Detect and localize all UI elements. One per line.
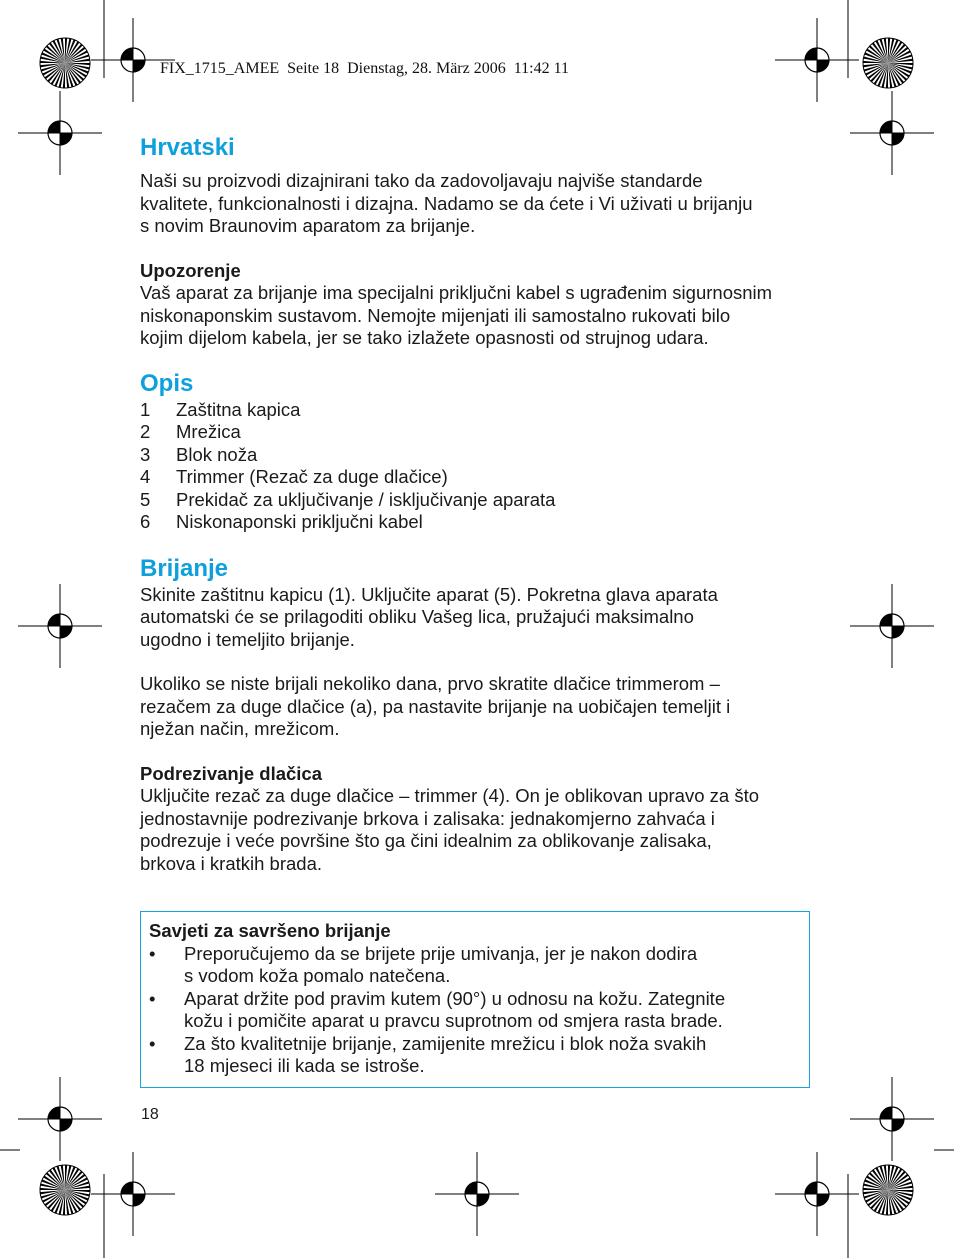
shaving-para2-line-1: Ukoliko se niste brijali nekoliko dana, prvo skratite dlačice trimmerom – <box>140 673 720 694</box>
bullet-icon: • <box>149 1032 156 1054</box>
tip-line: Za što kvalitetnije brijanje, zamijenite mrežicu i blok noža svakih <box>184 1032 707 1054</box>
registration-mark-icon <box>850 584 934 668</box>
trimming-title: Podrezivanje dlačica <box>140 762 323 784</box>
list-item-number: 4 <box>140 466 151 487</box>
tip-line: Aparat držite pod pravim kutem (90°) u odnosu na kožu. Zategnite <box>184 987 726 1009</box>
list-item-number: 6 <box>140 511 151 532</box>
tip-line: Preporučujemo da se brijete prije umivanja, jer je nakon dodira <box>184 942 698 964</box>
bullet-icon: • <box>149 987 156 1009</box>
shaving-para2-line-2: rezačem za duge dlačice (a), pa nastavite brijanje na uobičajen temeljit i <box>140 695 731 717</box>
trimming-line-2: jednostavnije podrezivanje brkova i zalisaka: jednakomjerno zahvaća i <box>140 807 715 829</box>
list-item <box>140 466 820 489</box>
list-item <box>140 511 820 534</box>
list-item <box>140 444 820 467</box>
trimming-line-3: podrezuje i veće površine što ga čini idealnim za oblikovanje zalisaka, <box>140 830 712 851</box>
heading-brijanje: Brijanje <box>140 554 229 582</box>
page-content <box>140 133 820 875</box>
tip-line: 18 mjeseci ili kada se istroše. <box>184 1055 425 1076</box>
star-target-icon <box>40 1165 90 1215</box>
registration-mark-icon <box>18 1077 102 1161</box>
shaving-para2-line-3: nježan način, mrežicom. <box>140 718 340 739</box>
tips-list <box>149 943 801 1078</box>
intro-line-2: kvalitete, funkcionalnosti i dizajna. Nadamo se da ćete i Vi uživati u brijanju <box>140 192 753 214</box>
list-item-number: 3 <box>140 443 151 465</box>
tip-line: kožu i pomičite aparat u pravcu suprotnom od smjera rasta brade. <box>184 1010 723 1031</box>
list-item <box>140 399 820 422</box>
warning-line-2: niskonaponskim sustavom. Nemojte mijenjati ili samostalno rukovati bilo <box>140 304 731 326</box>
warning-line-3: kojim dijelom kabela, jer se tako izlažete opasnosti od strujnog udara. <box>140 327 709 348</box>
tips-title: Savjeti za savršeno brijanje <box>149 920 391 941</box>
list-item <box>140 421 820 444</box>
list-item-number: 2 <box>140 421 151 442</box>
list-item-text: Trimmer (Rezač za duge dlačice) <box>176 466 448 487</box>
page-number: 18 <box>141 1106 159 1123</box>
registration-mark-icon <box>775 18 859 102</box>
registration-mark-icon <box>850 1077 934 1161</box>
heading-hrvatski: Hrvatski <box>140 134 235 161</box>
trimming-line-1: Uključite rezač za duge dlačice – trimmer (4). On je oblikovan upravo za što <box>140 785 759 806</box>
warning-title: Upozorenje <box>140 259 241 281</box>
list-item-text: Zaštitna kapica <box>176 398 301 420</box>
list-item-number: 1 <box>140 398 151 420</box>
registration-mark-icon <box>775 1152 859 1236</box>
tip-item <box>149 1033 801 1078</box>
star-target-icon <box>863 1165 913 1215</box>
bullet-icon: • <box>149 942 156 964</box>
registration-mark-icon <box>18 584 102 668</box>
tip-item <box>149 988 801 1033</box>
star-target-icon <box>863 38 913 88</box>
list-item <box>140 489 820 512</box>
print-slug-line: FIX_1715_AMEE Seite 18 Dienstag, 28. März 2006 11:42 11 <box>160 60 569 77</box>
list-item-text: Niskonaponski priključni kabel <box>176 511 423 532</box>
list-item-text: Blok noža <box>176 443 258 465</box>
registration-mark-icon <box>435 1152 519 1236</box>
shaving-para1-line-1: Skinite zaštitnu kapicu (1). Uključite aparat (5). Pokretna glava aparata <box>140 583 718 605</box>
list-item-text: Mrežica <box>176 421 241 442</box>
heading-opis: Opis <box>140 369 194 397</box>
list-item-text: Prekidač za uključivanje / isključivanje aparata <box>176 488 556 510</box>
shaving-para1-line-3: ugodno i temeljito brijanje. <box>140 628 355 650</box>
registration-mark-icon <box>850 91 934 175</box>
intro-line-3: s novim Braunovim aparatom za brijanje. <box>140 215 476 236</box>
star-target-icon <box>40 38 90 88</box>
trimming-line-4: brkova i kratkih brada. <box>140 852 323 874</box>
tip-line: s vodom koža pomalo natečena. <box>184 965 451 986</box>
shaving-para1-line-2: automatski će se prilagoditi obliku Vašeg lica, pružajući maksimalno <box>140 606 694 627</box>
tip-item <box>149 943 801 988</box>
registration-mark-icon <box>18 91 102 175</box>
intro-line-1: Naši su proizvodi dizajnirani tako da zadovoljavaju najviše standarde <box>140 170 703 191</box>
tips-box <box>140 911 810 1088</box>
warning-line-1: Vaš aparat za brijanje ima specijalni priključni kabel s ugrađenim sigurnosnim <box>140 282 773 303</box>
parts-list <box>140 399 820 534</box>
list-item-number: 5 <box>140 488 151 510</box>
